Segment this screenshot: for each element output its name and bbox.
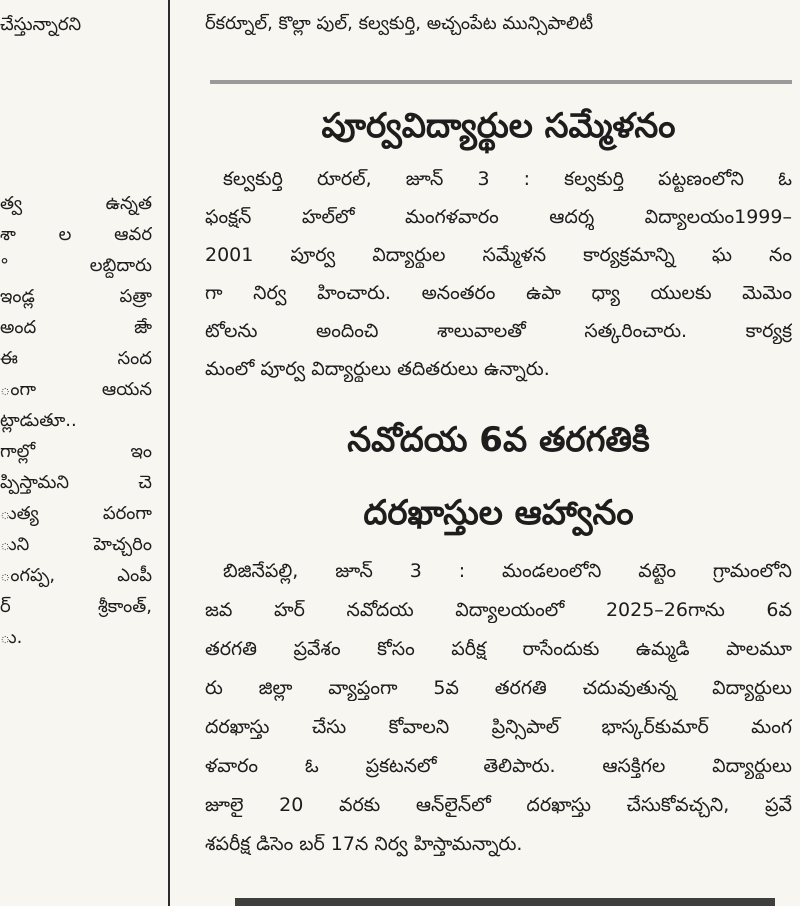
article2-line: రు జిల్లా వ్యాప్తంగా 5వ తరగతి చదువుతున్న విద్యార్థులు (205, 677, 792, 699)
column-divider (168, 0, 170, 906)
article2-line: శపరీక్ష డిసెం బర్ 17న నిర్వ హిస్తామన్నారు. (205, 833, 523, 855)
left-line: ు. (0, 627, 23, 648)
article-separator (210, 80, 792, 84)
left-line: శా ల ఆవర (0, 224, 152, 245)
left-line: ుత్య పరంగా (0, 503, 152, 524)
article2-line: జూలై 20 వరకు ఆన్‌లైన్‌లో దరఖాస్తు చేసుకోవచ్చని, ప్రవే (205, 794, 792, 816)
article1-headline: పూర్వవిద్యార్థుల సమ్మేళనం (321, 106, 676, 146)
left-line: ప్పిస్తామని చె (0, 472, 152, 493)
article2-line: బిజినేపల్లి, జూన్ 3 : మండలంలోని వట్టెం గ్రామంలోని (223, 560, 792, 582)
article1-line: టోలను అందించి శాలువాలతో సత్కరించారు. కార్యక్ర (205, 320, 792, 342)
article2-line: ళవారం ఓ ప్రకటనలో తెలిపారు. ఆసక్తిగల విద్యార్థులు (205, 755, 792, 777)
left-line: చేస్తున్నారని (0, 14, 82, 35)
left-line: ంగప్ప, ఎంపీ (0, 565, 152, 586)
left-line: ఇండ్ల పత్రా (0, 286, 152, 307)
left-line: ుని హెచ్చరిం (0, 534, 152, 555)
left-line: అంద జేా (0, 317, 152, 338)
left-line: ంగా ఆయన (0, 379, 152, 400)
next-headline-cropped (235, 892, 775, 906)
left-line: ర్ శ్రీకాంత్, (0, 596, 152, 617)
left-line: త్వ ఉన్నత (0, 193, 152, 214)
article1-line: గా నిర్వ హించారు. అనంతరం ఉపా ధ్యా యులకు మెమెం (205, 282, 792, 304)
article2-line: తరగతి ప్రవేశం కోసం పరీక్ష రాసేందుకు ఉమ్మడి పాలమూ (205, 638, 792, 660)
article2-line: దరఖాస్తు చేసు కోవాలని ప్రిన్సిపాల్ భాస్కర్‌కుమార్ మంగ (205, 716, 792, 738)
article2-headline-line2: దరఖాస్తుల ఆహ్వానం (363, 493, 634, 533)
left-line: గాల్లో ఇం (0, 441, 152, 462)
article2-line: జవ హర్ నవోదయ విద్యాలయంలో 2025–26గాను 6వ (205, 599, 792, 621)
left-line: ° లబ్ధిదారు (0, 255, 152, 276)
left-column-article (0, 0, 160, 906)
previous-article-tail: ర్‌కర్నూల్, కొల్లా పుల్, కల్వకుర్తి, అచ్చంపేట మున్సిపాలిటీ (205, 13, 594, 34)
article1-line: ఫంక్షన్ హల్‌లో మంగళవారం ఆదర్శ విద్యాలయం1999– (205, 206, 792, 228)
left-line: ట్లాడుతూ.. (0, 410, 77, 431)
article1-line: 2001 పూర్వ విద్యార్థుల సమ్మేళన కార్యక్రమాన్ని ఘ నం (205, 244, 792, 266)
article1-line: కల్వకుర్తి రూరల్, జూన్ 3 : కల్వకుర్తి పట్టణంలోని ఓ (223, 168, 792, 190)
article2-headline-line1: నవోదయ 6వ తరగతికి (347, 420, 650, 460)
right-column (205, 0, 792, 906)
left-line: ఈ సంద (0, 348, 152, 369)
article1-line: మంలో పూర్వ విద్యార్థులు తదితరులు ఉన్నారు. (205, 358, 550, 380)
